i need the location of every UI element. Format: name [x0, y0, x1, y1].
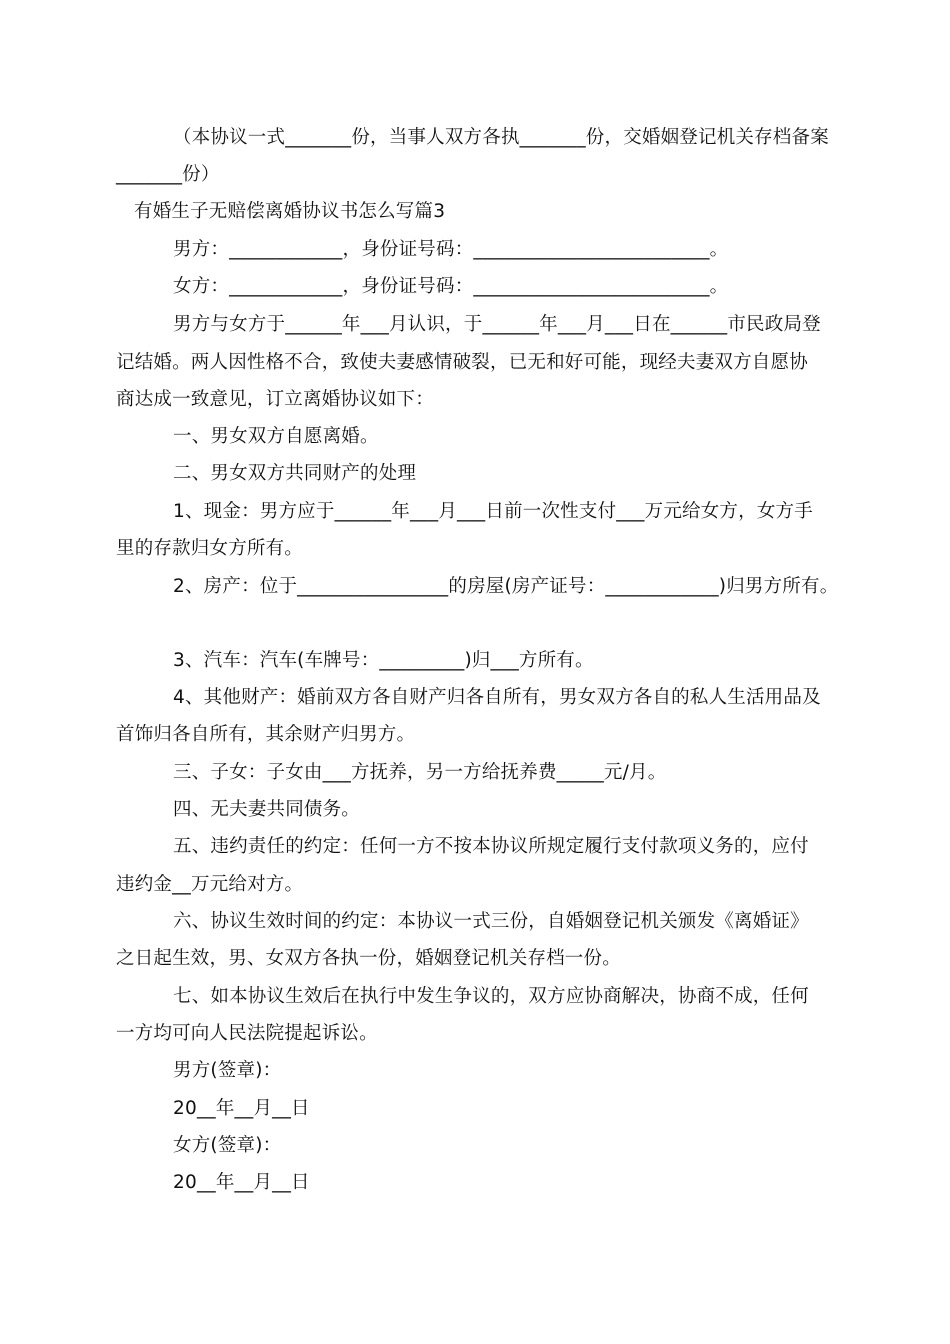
male-signature-label: 男方(签章)：	[173, 1060, 282, 1081]
copies-note-line-1: （本协议一式_______份，当事人双方各执_______份，交婚姻登记机关存档备案	[173, 127, 829, 148]
clause-7-line-2: 一方均可向人民法院提起诉讼。	[116, 1023, 378, 1044]
clause-6-line-2: 之日起生效，男、女双方各执一份，婚姻登记机关存档一份。	[116, 948, 621, 969]
clause-3-children: 三、子女：子女由___方抚养，另一方给抚养费_____元/月。	[173, 762, 667, 783]
clause-6-line-1: 六、协议生效时间的约定：本协议一式三份，自婚姻登记机关颁发《离婚证》	[173, 911, 809, 932]
car-item: 3、汽车：汽车(车牌号：_________)归___方所有。	[173, 650, 594, 671]
clause-4-debts: 四、无夫妻共同债务。	[173, 799, 361, 820]
cash-item-line-1: 1、现金：男方应于______年___月___日前一次性支付___万元给女方，女方手	[173, 501, 813, 522]
clause-2-heading: 二、男女双方共同财产的处理	[173, 463, 417, 484]
section-title: 有婚生子无赔偿离婚协议书怎么写篇3	[134, 201, 446, 222]
female-signature-date: 20__年__月__日	[173, 1172, 310, 1193]
clause-1: 一、男女双方自愿离婚。	[173, 426, 379, 447]
other-property-line-2: 首饰归各自所有，其余财产归男方。	[116, 724, 416, 745]
copies-note-line-2: _______份）	[116, 164, 220, 185]
intro-paragraph-line-2: 记结婚。两人因性格不合，致使夫妻感情破裂，已无和好可能，现经夫妻双方自愿协	[116, 352, 808, 373]
female-signature-label: 女方(签章)：	[173, 1135, 282, 1156]
other-property-line-1: 4、其他财产：婚前双方各自财产归各自所有，男女双方各自的私人生活用品及	[173, 687, 821, 708]
male-signature-date: 20__年__月__日	[173, 1098, 310, 1119]
clause-5-line-2: 违约金__万元给对方。	[116, 874, 304, 895]
cash-item-line-2: 里的存款归女方所有。	[116, 538, 304, 559]
female-party-line: 女方：____________，身份证号码：_________________________。	[173, 276, 729, 297]
male-party-line: 男方：____________，身份证号码：_________________________。	[173, 239, 729, 260]
clause-5-line-1: 五、违约责任的约定：任何一方不按本协议所规定履行支付款项义务的，应付	[173, 836, 809, 857]
property-item: 2、房产：位于________________的房屋(房产证号：____________)归男方所有。	[173, 576, 839, 597]
intro-paragraph-line-1: 男方与女方于______年___月认识，于______年___月___日在______市民政局登	[173, 314, 821, 335]
clause-7-line-1: 七、如本协议生效后在执行中发生争议的，双方应协商解决，协商不成，任何	[173, 986, 809, 1007]
intro-paragraph-line-3: 商达成一致意见，订立离婚协议如下：	[116, 389, 434, 410]
